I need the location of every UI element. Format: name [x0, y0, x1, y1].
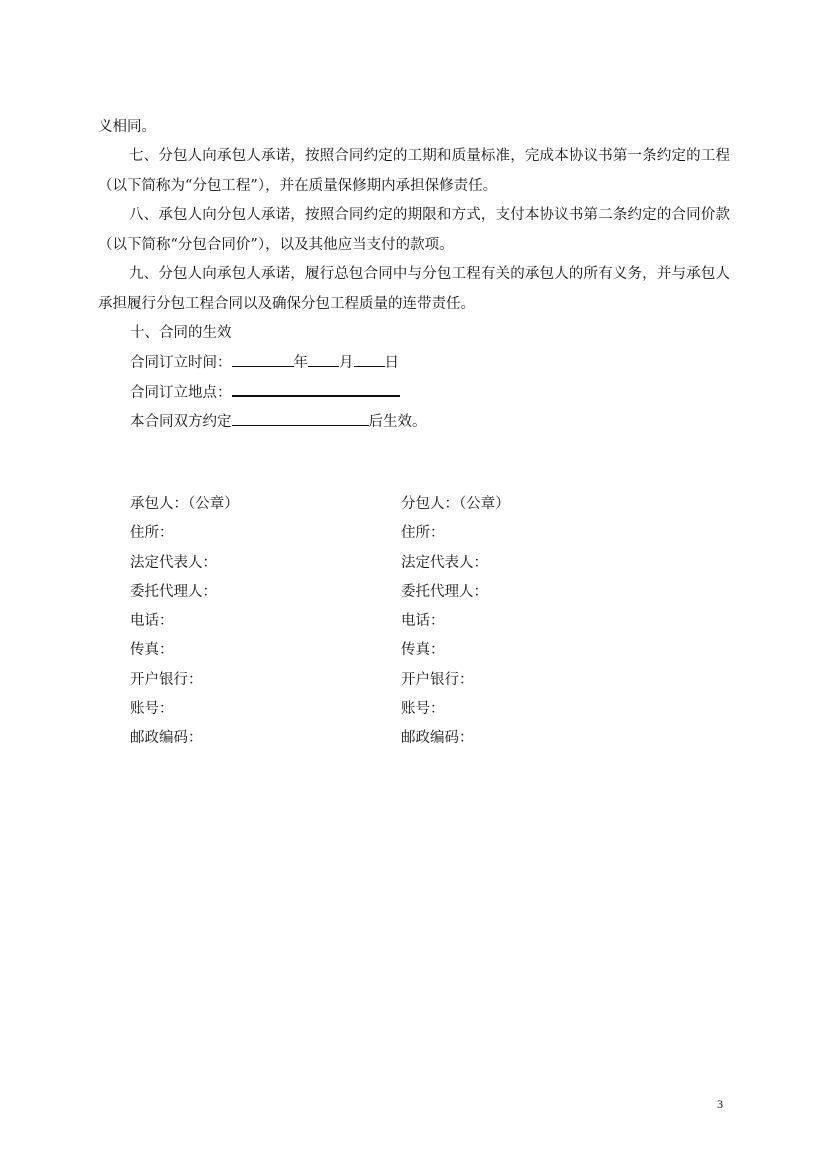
sign-place-blank: [232, 380, 400, 397]
subcontractor-signature-block: [401, 490, 661, 754]
paragraph-clause-8: 八、承包人向分包人承诺，按照合同约定的期限和方式，支付本协议书第二条约定的合同价款（以下简称“分包合同价”），以及其他应当支付的款项。: [98, 207, 730, 253]
contractor-agent: 委托代理人：: [130, 583, 217, 600]
contractor-postcode: 邮政编码：: [130, 730, 203, 747]
subcontractor-fax: 传真：: [401, 642, 445, 659]
paragraph-clause-9: 九、分包人向承包人承诺，履行总包合同中与分包工程有关的承包人的所有义务，并与承包人承担履行分包工程合同以及确保分包工程质量的连带责任。: [98, 266, 730, 312]
contractor-phone: 电话：: [130, 613, 174, 630]
contractor-account: 账号：: [130, 701, 174, 718]
month-blank: [308, 351, 339, 367]
paragraph-continuation: 义相同。: [98, 119, 156, 135]
month-label: 月: [339, 355, 354, 371]
subcontractor-bank: 开户银行：: [401, 671, 474, 688]
sign-time-line: [130, 351, 399, 374]
subcontractor-phone: 电话：: [401, 613, 445, 630]
sign-place-label: 合同订立地点：: [130, 385, 232, 401]
day-label: 日: [384, 355, 399, 371]
effective-condition-blank: [232, 410, 369, 426]
page-number: 3: [717, 1097, 723, 1111]
subcontractor-title: 分包人：（公章）: [401, 496, 510, 512]
effective-suffix: 后生效。: [368, 414, 427, 430]
year-blank: [232, 351, 294, 367]
contractor-signature-block: [130, 490, 390, 754]
contractor-bank: 开户银行：: [130, 671, 203, 688]
effective-line: [130, 410, 427, 433]
contractor-legal-rep: 法定代表人：: [130, 554, 217, 571]
subcontractor-address: 住所：: [401, 525, 445, 542]
contractor-fax: 传真：: [130, 642, 174, 659]
effective-prefix: 本合同双方约定: [130, 414, 232, 430]
sign-place-line: [130, 380, 400, 404]
subcontractor-legal-rep: 法定代表人：: [401, 554, 488, 571]
sign-time-label: 合同订立时间：: [130, 355, 232, 371]
paragraph-clause-7: 七、分包人向承包人承诺，按照合同约定的工期和质量标准，完成本协议书第一条约定的工程（以下简称为“分包工程”），并在质量保修期内承担保修责任。: [98, 148, 730, 194]
contractor-title: 承包人：（公章）: [130, 496, 239, 512]
day-blank: [354, 351, 385, 367]
subcontractor-agent: 委托代理人：: [401, 583, 488, 600]
subcontractor-postcode: 邮政编码：: [401, 730, 474, 747]
contractor-address: 住所：: [130, 525, 174, 542]
year-label: 年: [293, 355, 308, 371]
subcontractor-account: 账号：: [401, 701, 445, 718]
section-heading-effect: 十、合同的生效: [130, 325, 232, 341]
